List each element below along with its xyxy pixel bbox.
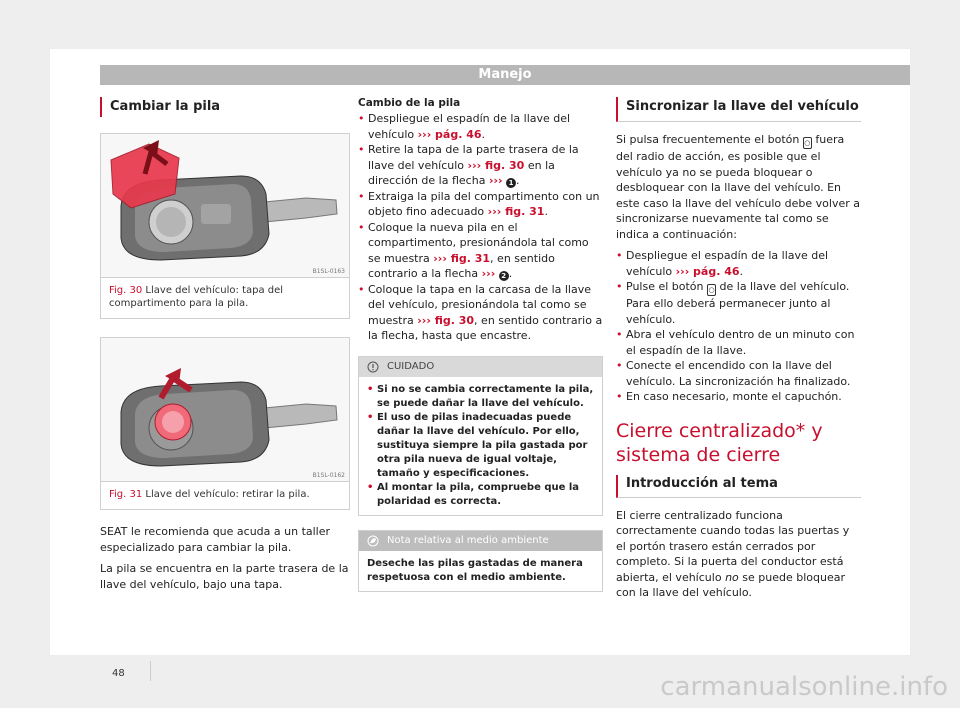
link-pag-46-b[interactable]: ››› pág. 46	[675, 264, 740, 278]
caution-box	[358, 356, 603, 516]
link-pag-46[interactable]: ››› pág. 46	[417, 127, 482, 141]
unlock-button-icon: ○	[804, 139, 811, 147]
step-2: • Retire la tapa de la parte trasera de la llave del vehículo ››› fig. 30 en la dirección de la flecha ››› 1 .	[358, 142, 603, 189]
figure-30-label: Fig. 30	[109, 285, 143, 296]
link-fig-31[interactable]: ››› fig. 31	[487, 205, 545, 218]
figure-30-illustration	[101, 134, 349, 278]
chapter-title: Cierre centralizado* y sistema de cierre	[616, 419, 823, 466]
section-title-introduccion: Introducción al tema	[616, 475, 861, 498]
caution-header	[359, 357, 602, 377]
figure-31-illustration	[101, 338, 349, 482]
arrow-ref: ›››	[488, 174, 503, 187]
running-header: Manejo	[100, 65, 910, 85]
figure-30-caption	[101, 278, 349, 318]
column-right	[616, 97, 861, 601]
subheading-cambio-pila: Cambio de la pila	[358, 97, 461, 109]
figure-31-caption	[101, 482, 349, 509]
figure-30	[100, 133, 350, 319]
caution-item: • Si no se cambia correctamente la pila, se puede dañar la llave del vehículo.	[367, 383, 594, 411]
section-title-cambiar-pila: Cambiar la pila	[100, 97, 350, 117]
section-title-sincronizar: Sincronizar la llave del vehículo	[616, 97, 861, 122]
sync-step-1: • Despliegue el espadín de la llave del vehículo ››› pág. 46.	[616, 248, 861, 279]
figure-31-label: Fig. 31	[109, 489, 143, 500]
figure-30-code: B1SL-0163	[312, 268, 345, 275]
link-fig-30-b[interactable]: ››› fig. 30	[417, 313, 475, 327]
figure-30-caption-text: Llave del vehículo: tapa del compartimento para la pila.	[109, 285, 284, 309]
figure-31-caption-text: Llave del vehículo: retirar la pila.	[145, 489, 310, 500]
caution-item: • Al montar la pila, compruebe que la polaridad es correcta.	[367, 481, 594, 509]
caution-body	[359, 377, 602, 515]
environment-title: Nota relativa al medio ambiente	[387, 535, 549, 546]
sync-step-3: • Abra el vehículo dentro de un minuto con el espadín de la llave.	[616, 327, 861, 358]
caution-title: CUIDADO	[387, 361, 435, 372]
environment-header	[359, 531, 602, 551]
key-cover-illustration	[101, 134, 349, 278]
key-battery-illustration	[101, 338, 349, 482]
watermark: carmanualsonline.info	[660, 672, 948, 702]
figure-31	[100, 337, 350, 510]
column-middle	[358, 97, 603, 592]
step-1: • Despliegue el espadín de la llave del vehículo ››› pág. 46.	[358, 111, 603, 142]
caution-item: • El uso de pilas inadecuadas puede dañar la llave del vehículo. Por ello, sustituya siempre la pila gastada por otra pila nueva de igual voltaje, tamaño y especificaciones.	[367, 411, 594, 481]
page-number-rule	[150, 661, 151, 681]
leaf-icon	[367, 535, 379, 547]
caution-icon	[367, 361, 379, 373]
page-content	[50, 49, 910, 679]
sync-step-5: • En caso necesario, monte el capuchón.	[616, 389, 861, 405]
step-3: • Extraiga la pila del compartimento con un objeto fino adecuado ››› fig. 31.	[358, 189, 603, 220]
paragraph-sincronizar: Si pulsa frecuentemente el botón ○ fuera del radio de acción, es posible que el vehículo ya no se pueda bloquear o desbloquear con la llave del vehículo. En este caso la llave del vehículo debe volver a sincronizarse nuevamente tal como se indica a continuación:	[616, 133, 860, 241]
arrow-ref-2: ›››	[481, 267, 496, 280]
environment-note-box	[358, 530, 603, 592]
marker-2-icon: 2	[499, 271, 509, 281]
paragraph-taller: SEAT le recomienda que acuda a un taller especializado para cambiar la pila.	[100, 525, 331, 554]
figure-31-code: B1SL-0162	[312, 472, 345, 479]
page-number: 48	[112, 668, 125, 679]
step-5: • Coloque la tapa en la carcasa de la llave del vehículo, presionándola tal como se muestra ››› fig. 30, en sentido contrario a la flecha, hasta que encastre.	[358, 282, 603, 344]
unlock-button-icon-2: ○	[708, 286, 715, 294]
link-fig-31-b[interactable]: ››› fig. 31	[433, 251, 491, 265]
paragraph-ubicacion-pila: La pila se encuentra en la parte trasera de la llave del vehículo, bajo una tapa.	[100, 562, 349, 591]
paragraph-cierre-centralizado: El cierre centralizado funciona correctamente cuando todas las puertas y el portón trasero están cerrados por completo. Si la puerta del conductor está abierta, el vehículo no se puede bloquear con la llave del vehículo.	[616, 508, 850, 599]
sync-step-4: • Conecte el encendido con la llave del vehículo. La sincronización ha finalizado.	[616, 358, 861, 389]
link-fig-30[interactable]: ››› fig. 30	[467, 158, 525, 172]
column-left	[100, 97, 350, 592]
sync-step-2: • Pulse el botón ○ de la llave del vehículo. Para ello deberá permanecer junto al vehículo.	[616, 279, 861, 327]
step-4: • Coloque la nueva pila en el compartimento, presionándola tal como se muestra ››› fig. 31, en sentido contrario a la flecha ››› 2 .	[358, 220, 603, 282]
marker-1-icon: 1	[506, 178, 516, 188]
environment-text: Deseche las pilas gastadas de manera respetuosa con el medio ambiente.	[367, 557, 583, 583]
